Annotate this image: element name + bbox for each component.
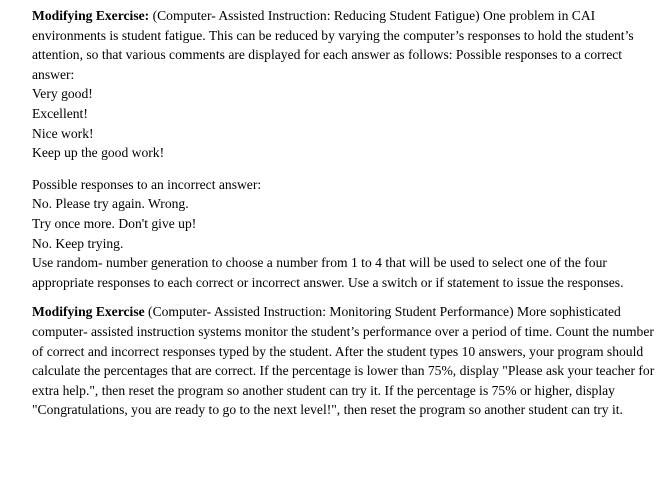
exercise1-intro [32,6,660,84]
exercise2-heading: Modifying Exercise [32,304,145,320]
incorrect-responses-heading: Possible responses to an incorrect answer: [32,176,262,192]
incorrect-response-1: No. Please try again. Wrong. [32,196,189,212]
spacer [32,163,660,175]
incorrect-response-3: No. Keep trying. [32,235,124,251]
correct-response-4: Keep up the good work! [32,145,165,161]
correct-response-1: Very good! [32,86,93,102]
incorrect-response-2: Try once more. Don't give up! [32,215,197,231]
correct-response-3: Nice work! [32,125,94,141]
document-body [32,6,660,420]
exercise2-body-text: (Computer- Assisted Instruction: Monitoring Student Performance) More sophisticated computer- assisted instruction systems monitor the student’s performance over a period of time. Count the number of correct and incorrect responses typed by the student. After the student types 10 answers, your program should calculate the percentages that are correct. If the percentage is lower than 75%, display "Please ask your teacher for extra help.", then reset the program so another student can try it. If the percentage is 75% or higher, display "Congratulations, you are ready to go to the next level!", then reset the program so another student can try it. [32,304,655,418]
spacer [32,292,660,302]
exercise1-instruction: Use random- number generation to choose a number from 1 to 4 that will be used to select one of the four appropriate responses to each correct or incorrect answer. Use a switch or if statement to issue the responses. [32,255,624,290]
correct-response-2: Excellent! [32,105,88,121]
exercise2-paragraph [32,302,660,420]
exercise1-intro-text: (Computer- Assisted Instruction: Reducing Student Fatigue) One problem in CAI environments is student fatigue. This can be reduced by varying the computer’s responses to hold the student’s attention, so that various comments are displayed for each answer as follows: Possible responses to a correct answer: [32,8,634,82]
exercise1-heading: Modifying Exercise: [32,8,150,23]
